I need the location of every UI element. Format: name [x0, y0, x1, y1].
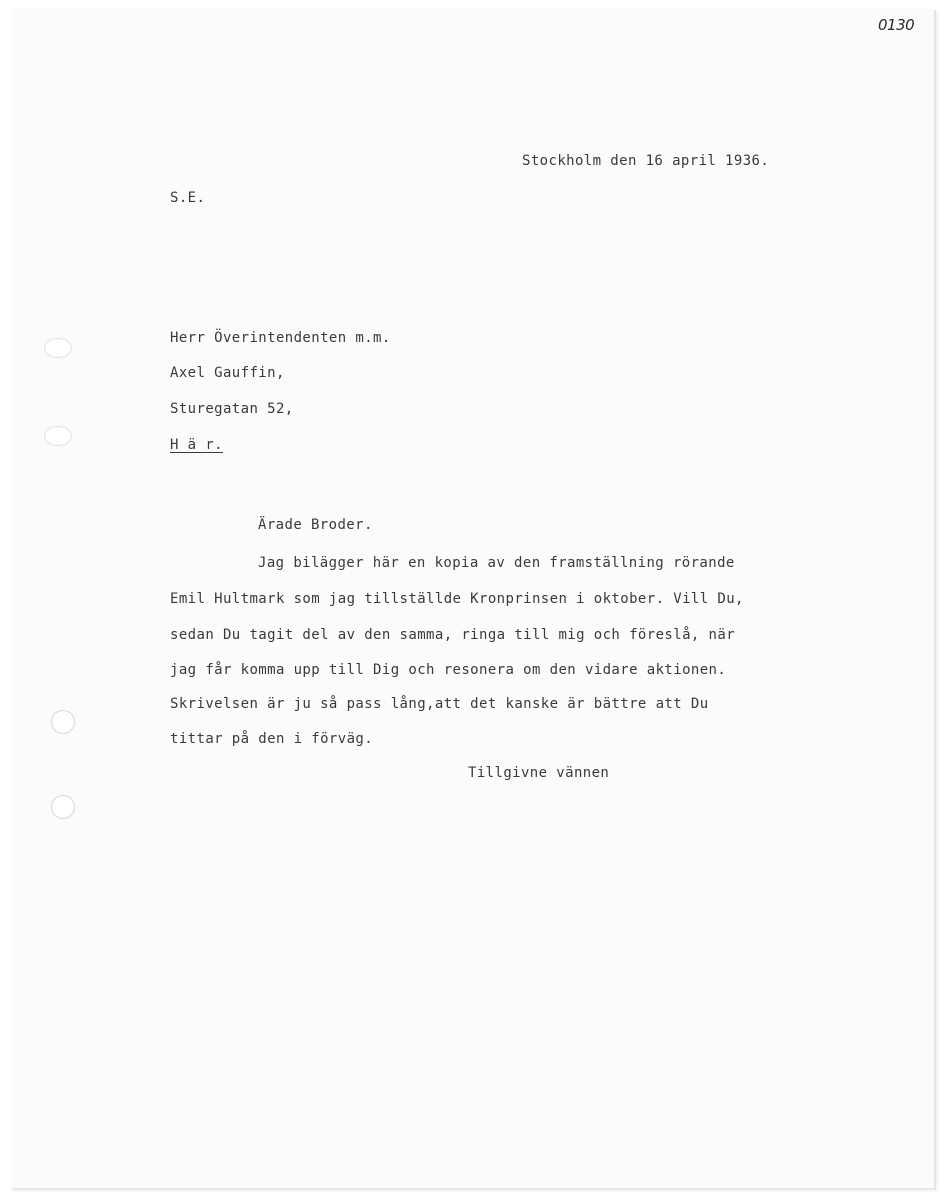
recipient-city: H ä r. — [170, 437, 223, 453]
closing-line: Tillgivne vännen — [468, 765, 610, 781]
punch-hole-top — [44, 338, 72, 358]
punch-hole-middle — [51, 710, 75, 734]
recipient-street: Sturegatan 52, — [170, 401, 294, 417]
punch-hole-lower — [51, 795, 75, 819]
recipient-name: Axel Gauffin, — [170, 365, 285, 381]
recipient-title: Herr Överintendenten m.m. — [170, 330, 391, 346]
salutation: Ärade Broder. — [258, 517, 373, 533]
body-line-4: jag får komma upp till Dig och resonera om den vidare aktionen. — [170, 662, 727, 678]
body-line-1: Jag bilägger här en kopia av den framställning rörande — [258, 555, 735, 571]
archive-number: 0130 — [878, 16, 915, 34]
body-line-6: tittar på den i förväg. — [170, 731, 374, 747]
body-line-2: Emil Hultmark som jag tillställde Kronprinsen i oktober. Vill Du, — [170, 591, 744, 607]
punch-hole-upper — [44, 426, 72, 446]
sender-initials: S.E. — [170, 190, 206, 206]
date-line: Stockholm den 16 april 1936. — [522, 153, 770, 169]
body-line-3: sedan Du tagit del av den samma, ringa till mig och föreslå, när — [170, 627, 736, 643]
body-line-5: Skrivelsen är ju så pass lång,att det kanske är bättre att Du — [170, 696, 709, 712]
